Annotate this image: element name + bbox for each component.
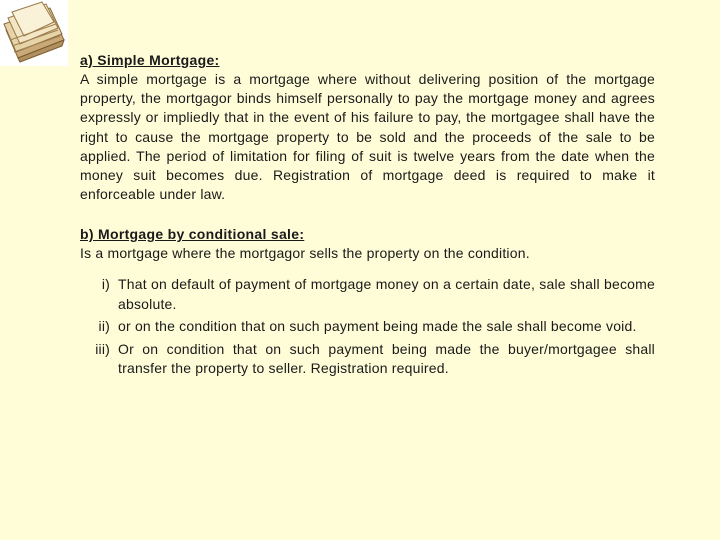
list-marker: i) — [101, 276, 110, 293]
slide-content — [80, 52, 655, 382]
list-marker: ii) — [98, 318, 110, 335]
list-item-text: Or on condition that on such payment being made the buyer/mortgagee shall transfer the property to seller. Registration required. — [118, 340, 655, 377]
section-intro: Is a mortgage where the mortgagor sells the property on the condition. — [80, 245, 530, 262]
list-item — [80, 317, 655, 337]
section-simple-mortgage — [80, 52, 655, 204]
list-item-text: That on default of payment of mortgage money on a certain date, sale shall become absolute. — [118, 276, 655, 312]
file-folders-icon — [0, 0, 68, 66]
list-marker: iii) — [95, 340, 110, 357]
list-item — [80, 340, 655, 379]
section-body: A simple mortgage is a mortgage where without delivering position of the mortgage property, the mortgagor binds himself personally to pay the mortgage money and agrees expressly or impliedly that in the event of his failure to pay, the mortgagee shall have the right to cause the mortgage property to be sold and the proceeds of the sale to be applied. The period of limitation for filing of suit is twelve years from the date when the money suit becomes due. Registration of mortgage deed is required to make it enforceable under law. — [80, 71, 655, 203]
list-item-text: or on the condition that on such payment being made the sale shall become void. — [118, 318, 637, 335]
section-heading: a) Simple Mortgage: — [80, 52, 220, 68]
condition-list — [80, 275, 655, 379]
section-heading: b) Mortgage by conditional sale: — [80, 226, 305, 243]
list-item — [80, 275, 655, 314]
files-stack-logo — [0, 0, 68, 66]
section-conditional-sale — [80, 226, 655, 379]
